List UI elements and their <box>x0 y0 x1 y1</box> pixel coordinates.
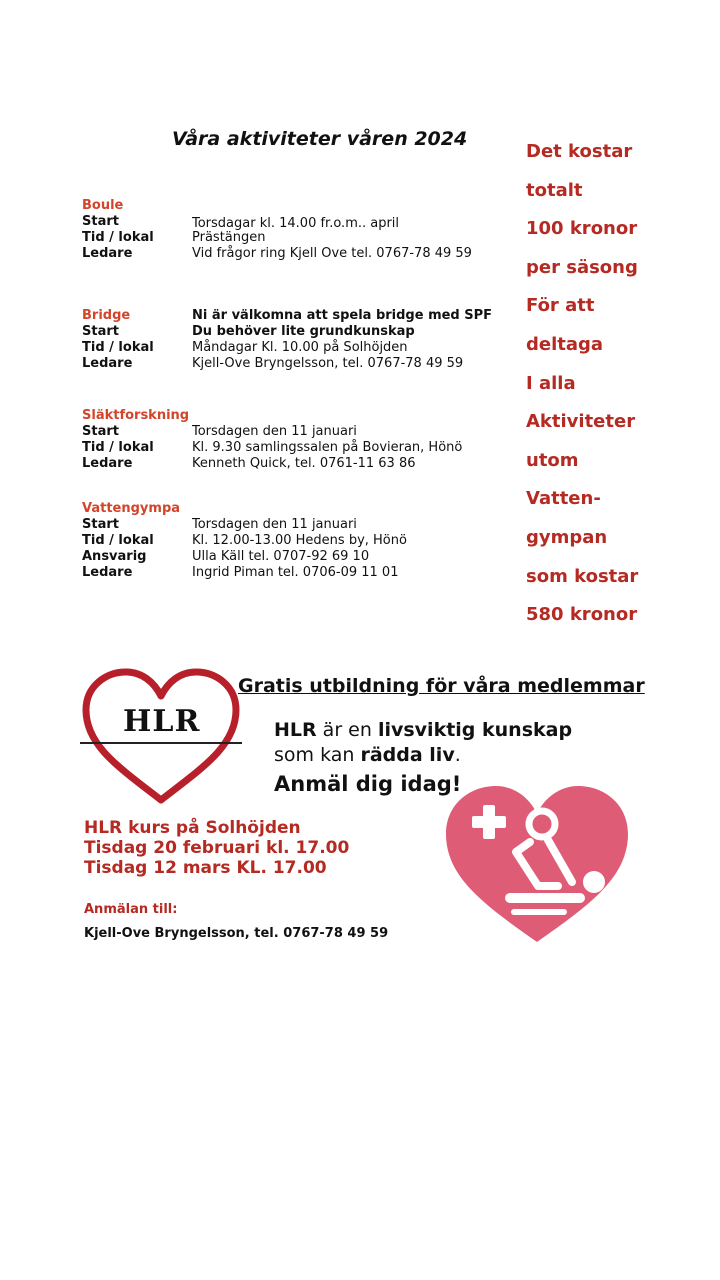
row-label: Ansvarig <box>82 549 147 564</box>
row-label: Tid / lokal <box>82 440 154 455</box>
row-value: Torsdagen den 11 januari <box>192 517 357 532</box>
price-line: som kostar <box>526 565 639 587</box>
hlr-course-info <box>84 818 349 878</box>
activity-row <box>82 356 502 372</box>
row-value: Ni är välkomna att spela bridge med SPF <box>192 308 493 323</box>
row-value: Torsdagen den 11 januari <box>192 424 357 439</box>
price-line: Det kostar <box>526 141 633 162</box>
row-label: Ledare <box>82 246 133 261</box>
course-line: Tisdag 12 mars KL. 17.00 <box>84 858 327 878</box>
activity-name: Vattengympa <box>82 501 181 516</box>
desc-text: livsviktig kunskap <box>377 719 573 741</box>
row-label: Start <box>82 214 119 229</box>
activity-row <box>82 230 502 246</box>
price-line: För att <box>526 295 595 317</box>
row-label: Tid / lokal <box>82 340 154 355</box>
price-line: per säsong <box>526 256 638 278</box>
row-label: Ledare <box>82 356 133 371</box>
row-value: Kjell-Ove Bryngelsson, tel. 0767-78 49 59 <box>192 356 464 371</box>
activity-row <box>82 340 502 356</box>
row-label: Tid / lokal <box>82 230 154 245</box>
row-value: Måndagar Kl. 10.00 på Solhöjden <box>192 340 408 355</box>
desc-text: som kan <box>274 744 361 766</box>
row-label: Start <box>82 424 119 439</box>
activity-bridge <box>82 308 502 372</box>
activity-row <box>82 533 502 549</box>
activity-row <box>82 424 502 440</box>
signup-contact: Kjell-Ove Bryngelsson, tel. 0767-78 49 59 <box>84 926 389 941</box>
price-line: 580 kronor <box>526 604 638 626</box>
row-value: Ingrid Piman tel. 0706-09 11 01 <box>192 565 399 580</box>
activity-row <box>82 246 502 262</box>
row-value: Prästängen <box>192 230 266 245</box>
desc-text: är en <box>316 719 378 741</box>
course-line: Tisdag 20 februari kl. 17.00 <box>84 838 350 858</box>
price-line: Vatten- <box>526 488 601 510</box>
row-label: Ledare <box>82 565 133 580</box>
price-line: totalt <box>526 179 583 201</box>
row-value: Torsdagar kl. 14.00 fr.o.m.. april <box>192 216 400 231</box>
activity-vattengympa <box>82 501 502 581</box>
activity-row <box>82 308 502 324</box>
price-line: I alla <box>526 372 576 394</box>
row-label: Ledare <box>82 456 133 471</box>
activity-slaktforskning <box>82 408 502 472</box>
activity-boule <box>82 198 502 262</box>
price-line: Aktiviteter <box>526 411 636 433</box>
row-value: Du behöver lite grundkunskap <box>192 324 415 339</box>
activity-row <box>82 517 502 533</box>
row-value: Vid frågor ring Kjell Ove tel. 0767-78 49 59 <box>192 246 472 261</box>
page-title: Våra aktiviteter våren 2024 <box>172 128 468 150</box>
activity-name: Bridge <box>82 308 131 323</box>
activity-row <box>82 214 502 230</box>
activity-row <box>82 440 502 456</box>
price-line: gympan <box>526 526 608 548</box>
hlr-logo-text: HLR <box>123 704 201 739</box>
desc-text: HLR <box>274 719 317 741</box>
activity-name: Boule <box>82 198 124 213</box>
price-line: deltaga <box>526 333 604 355</box>
signup-call: Anmäl dig idag! <box>274 772 462 796</box>
course-line: HLR kurs på Solhöjden <box>84 818 301 838</box>
row-label: Start <box>82 324 119 339</box>
row-value: Kenneth Quick, tel. 0761-11 63 86 <box>192 456 416 471</box>
row-value: Kl. 12.00-13.00 Hedens by, Hönö <box>192 533 407 548</box>
signup-label: Anmälan till: <box>84 902 178 917</box>
price-line: utom <box>526 449 579 471</box>
price-info <box>526 142 716 644</box>
desc-text: rädda liv <box>360 744 455 766</box>
cpr-heart-icon <box>434 778 640 946</box>
hlr-heading: Gratis utbildning för våra medlemmar <box>238 675 645 697</box>
desc-text: . <box>454 744 461 766</box>
activity-name: Släktforskning <box>82 408 190 423</box>
row-value: Kl. 9.30 samlingssalen på Bovieran, Hönö <box>192 440 463 455</box>
row-label: Start <box>82 517 119 532</box>
activity-row <box>82 324 502 340</box>
price-line: 100 kronor <box>526 218 638 240</box>
activity-row <box>82 456 502 472</box>
activity-row <box>82 565 502 581</box>
row-value: Ulla Käll tel. 0707-92 69 10 <box>192 549 370 564</box>
activity-row <box>82 549 502 565</box>
row-label: Tid / lokal <box>82 533 154 548</box>
